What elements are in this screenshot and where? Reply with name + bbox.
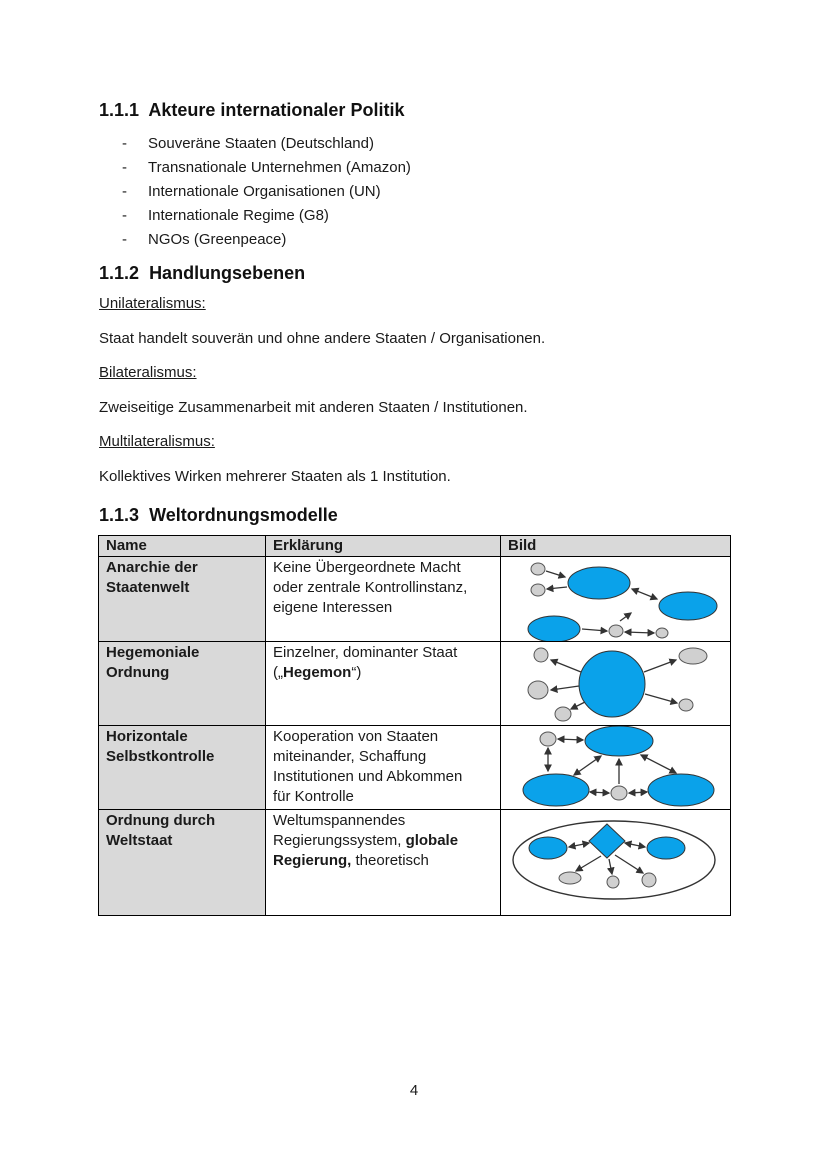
section-title: Weltordnungsmodelle [149,505,338,525]
description-bilateral: Zweiseitige Zusammenarbeit mit anderen Staaten / Institutionen. [99,399,528,416]
explanation-line [273,787,493,807]
explanation-line [273,767,493,787]
text-run: Regierungssystem, [273,832,406,849]
term-multilateral: Multilateralismus: [99,433,215,450]
section-number: 1.1.1 [99,100,140,120]
text-run: “) [351,664,362,681]
explanation-cell [266,726,501,810]
section-number: 1.1.3 [99,505,140,525]
bold-text: globale [405,832,459,849]
description-unilateral: Staat handelt souverän und ohne andere Staaten / Organisationen. [99,330,546,347]
model-name-cell: Ordnung durch Weltstaat [99,810,266,916]
section-heading-levels [99,263,305,284]
table-row [99,557,731,642]
list-item: - Souveräne Staaten (Deutschland) [122,135,374,152]
text-run: eigene Interessen [273,599,393,616]
text-run: miteinander, Schaffung [273,748,427,765]
model-name-cell: Anarchie der Staatenwelt [99,557,266,642]
text-run: Kooperation von Staaten [273,728,439,745]
list-item: - Transnationale Unternehmen (Amazon) [122,159,411,176]
hegemony-diagram [501,642,731,726]
model-name-cell: Horizontale Selbstkontrolle [99,726,266,810]
anarchy-diagram [501,557,731,642]
explanation-line [273,727,493,747]
table-row [99,810,731,916]
column-header-explanation: Erklärung [266,536,501,557]
table-header-row [99,536,731,557]
list-item: - NGOs (Greenpeace) [122,231,287,248]
explanation-line [273,811,493,831]
explanation-line [273,598,493,618]
term-bilateral: Bilateralismus: [99,364,197,381]
actors-list [122,132,411,252]
section-heading-actors [99,100,404,121]
column-header-name: Name [99,536,266,557]
explanation-line [273,851,493,871]
explanation-line [273,558,493,578]
explanation-line [273,831,493,851]
world-order-table [98,535,731,916]
text-run: für Kontrolle [273,788,354,805]
section-heading-world-orders [99,505,338,526]
text-run: Weltumspannendes [273,812,406,829]
explanation-cell [266,810,501,916]
text-run: („ [273,664,283,681]
section-title: Handlungsebenen [149,263,306,283]
list-item: - Internationale Organisationen (UN) [122,183,381,200]
table-row [99,642,731,726]
explanation-line [273,663,493,683]
section-number: 1.1.2 [99,263,140,283]
description-multilateral: Kollektives Wirken mehrerer Staaten als 1 Institution. [99,468,451,485]
section-title: Akteure internationaler Politik [148,100,405,120]
explanation-line [273,578,493,598]
explanation-cell [266,557,501,642]
explanation-cell [266,642,501,726]
text-run: Keine Übergeordnete Macht [273,559,461,576]
bold-text: Regierung, [273,852,352,869]
page-number: 4 [409,1082,419,1099]
model-name-cell: Hegemoniale Ordnung [99,642,266,726]
column-header-image: Bild [501,536,731,557]
text-run: theoretisch [351,852,429,869]
list-item: - Internationale Regime (G8) [122,207,329,224]
text-run: Einzelner, dominanter Staat [273,644,458,661]
term-unilateral: Unilateralismus: [99,295,206,312]
text-run: oder zentrale Kontrollinstanz, [273,579,468,596]
bold-text: Hegemon [283,664,352,681]
explanation-line [273,747,493,767]
text-run: Institutionen und Abkommen [273,768,463,785]
explanation-line [273,643,493,663]
table-row [99,726,731,810]
horizontal-control-diagram [501,726,731,810]
world-state-diagram [501,810,731,916]
